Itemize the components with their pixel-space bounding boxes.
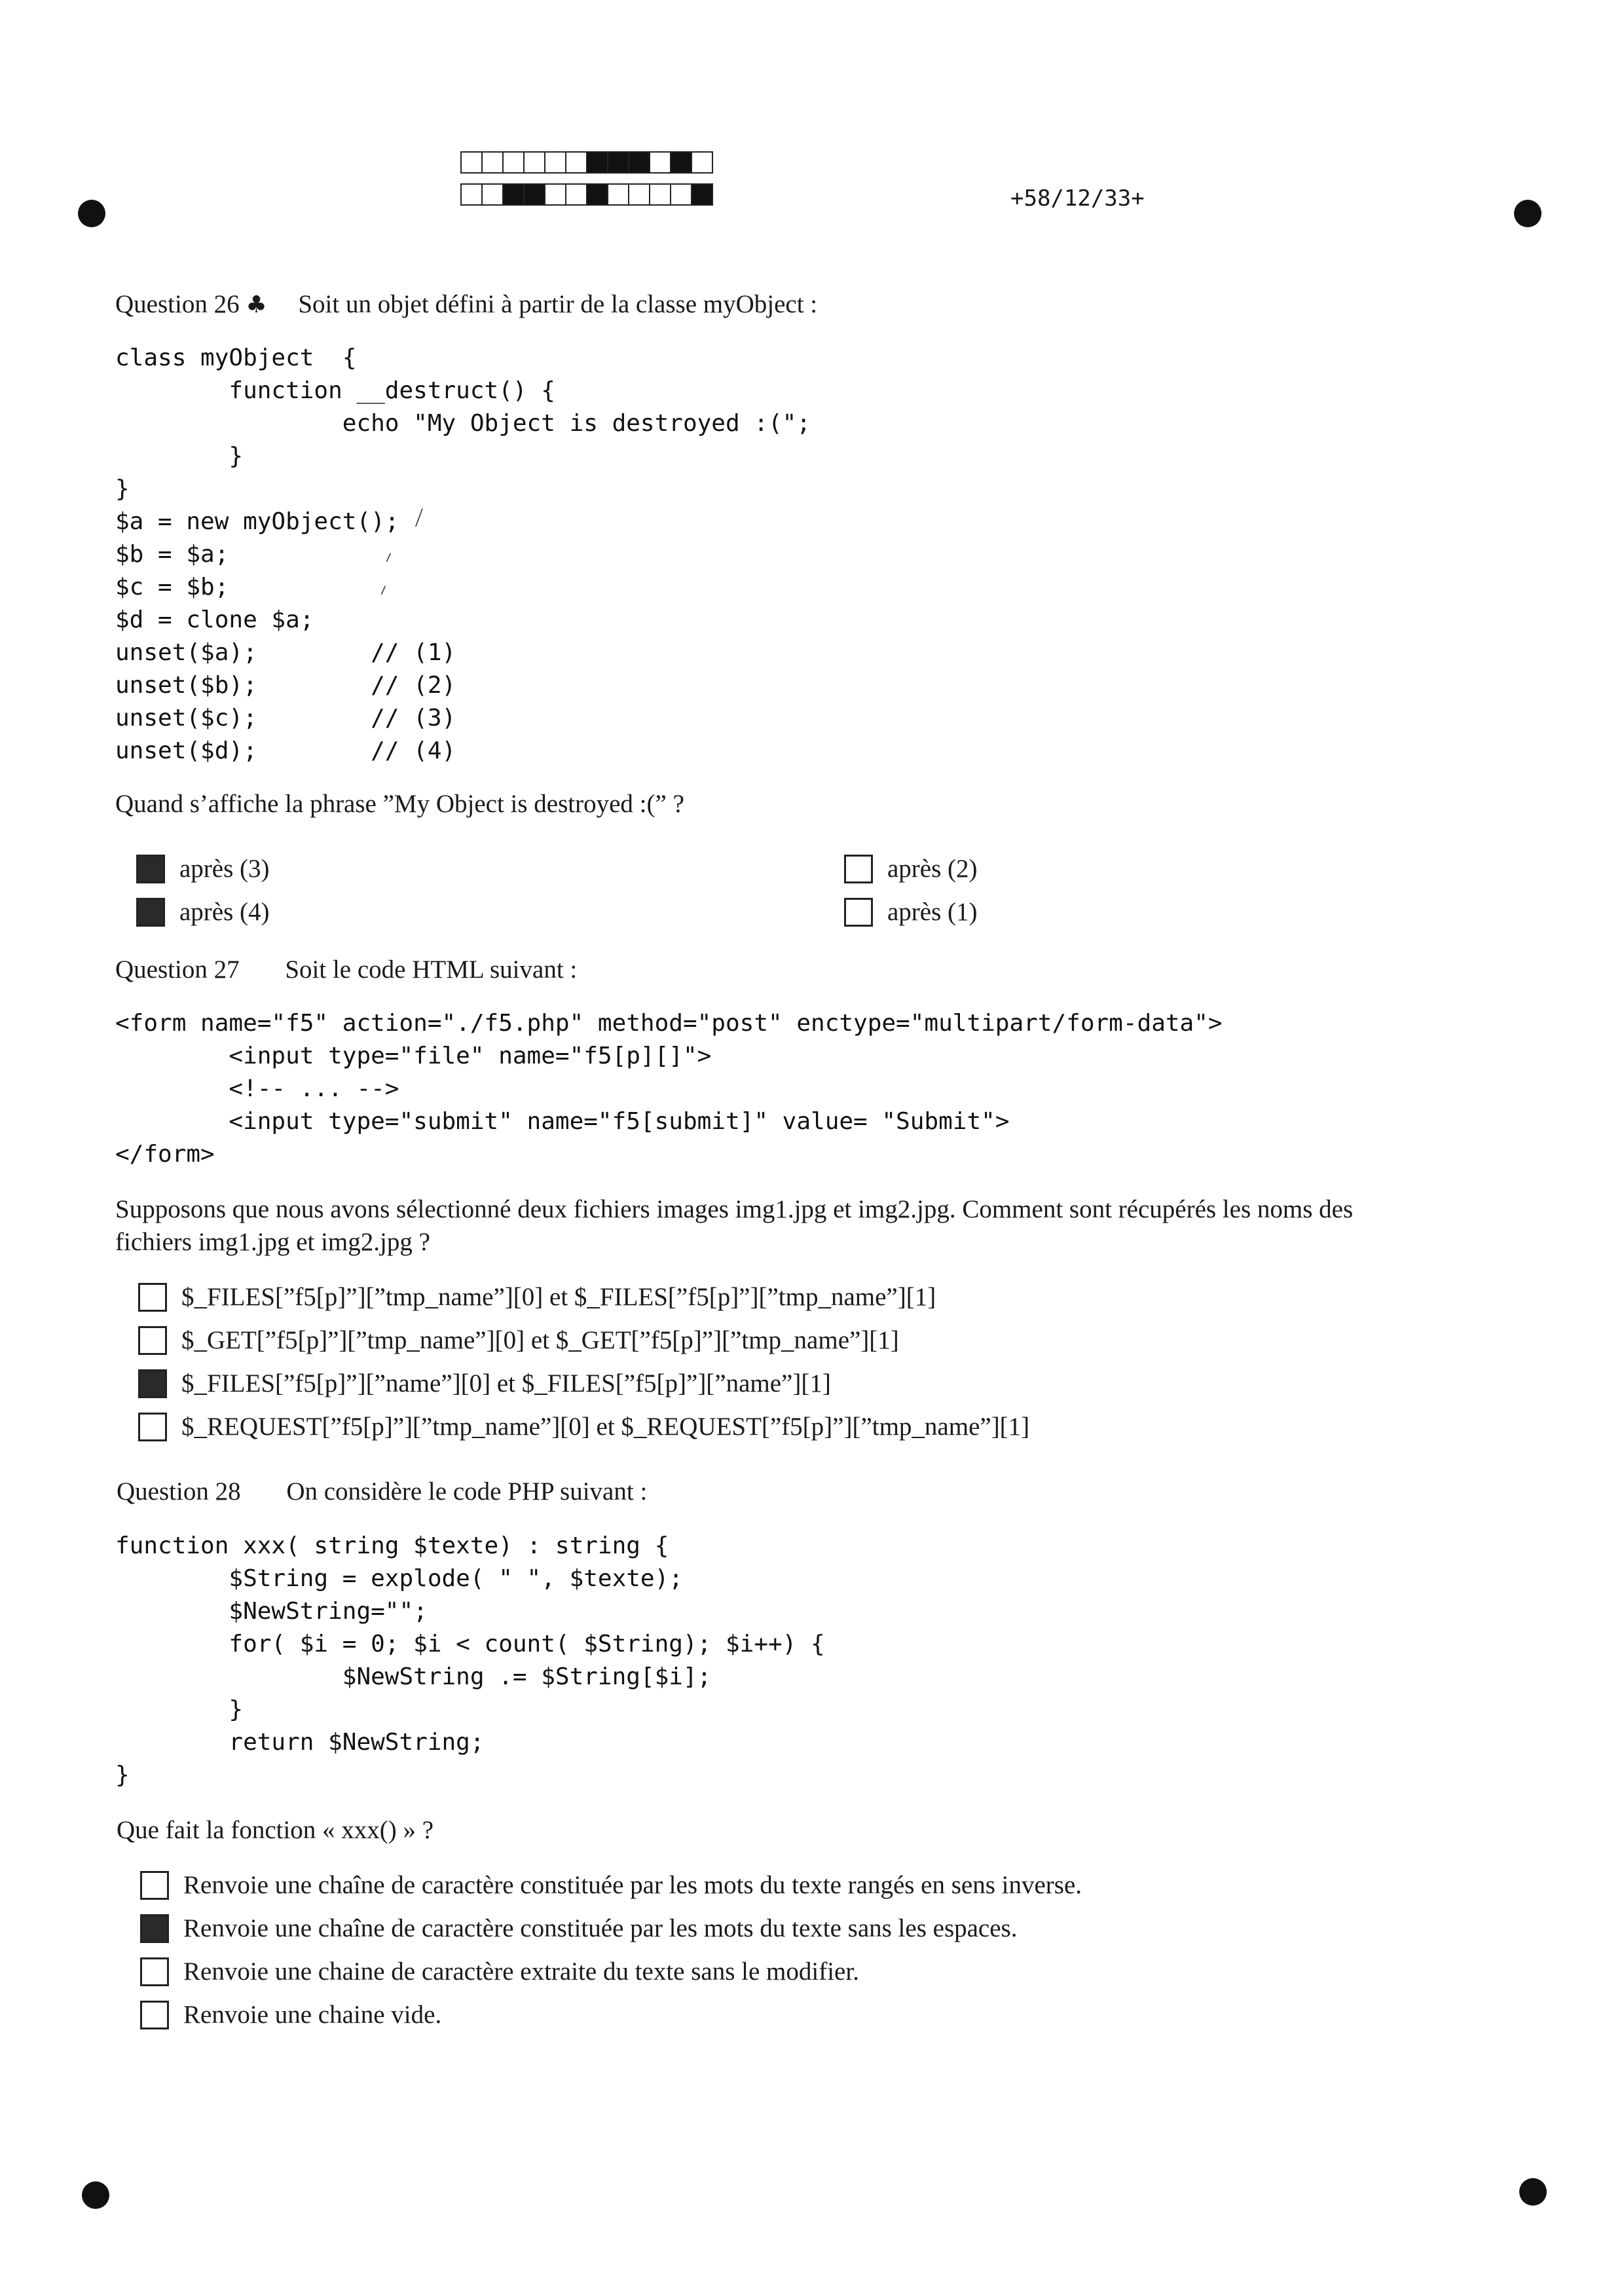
checkbox[interactable] xyxy=(844,855,873,883)
checkbox[interactable] xyxy=(140,2001,169,2029)
checkbox[interactable] xyxy=(844,898,873,927)
barcode-cell xyxy=(649,151,671,174)
barcode-cell xyxy=(544,151,566,174)
q28-option-3[interactable] xyxy=(140,1957,859,1986)
barcode-cell xyxy=(460,151,483,174)
barcode-cell xyxy=(670,151,692,174)
corner-marker-bottom-right xyxy=(1519,2178,1547,2206)
barcode-row-2 xyxy=(460,183,712,206)
option-label: après (3) xyxy=(179,855,270,883)
q26-option-4[interactable] xyxy=(844,897,978,927)
barcode-cell xyxy=(544,183,566,206)
q27-question-line-2: fichiers img1.jpg et img2.jpg ? xyxy=(115,1228,430,1256)
option-label: Renvoie une chaine vide. xyxy=(183,2001,442,2029)
checkbox[interactable] xyxy=(136,898,165,927)
barcode-cell xyxy=(481,183,504,206)
option-label: après (4) xyxy=(179,898,270,926)
barcode-cell xyxy=(502,151,525,174)
q28-question: Que fait la fonction « xxx() » ? xyxy=(117,1816,434,1844)
q28-prompt: On considère le code PHP suivant : xyxy=(286,1477,648,1506)
barcode-cell xyxy=(565,183,587,206)
corner-marker-top-left xyxy=(78,200,105,227)
checkbox[interactable] xyxy=(140,1957,169,1986)
option-label: après (2) xyxy=(887,855,978,883)
q28-label: Question 28 xyxy=(117,1477,241,1506)
barcode-cell xyxy=(628,183,650,206)
q27-question-line-1: Supposons que nous avons sélectionné deux fichiers images img1.jpg et img2.jpg. Comment sont récupérés les noms des xyxy=(115,1195,1354,1223)
pen-tick-1: ⟋ xyxy=(409,506,430,531)
checkbox[interactable] xyxy=(138,1369,167,1398)
checkbox[interactable] xyxy=(140,1914,169,1943)
q26-option-2[interactable] xyxy=(136,897,270,927)
q26-option-1[interactable] xyxy=(136,854,270,883)
option-label: $_FILES[”f5[p]”][”name”][0] et $_FILES[”f5[p]”][”name”][1] xyxy=(181,1369,831,1398)
q26-prompt: Soit un objet défini à partir de la classe myObject : xyxy=(298,290,818,318)
barcode-cell xyxy=(670,183,692,206)
option-label: Renvoie une chaîne de caractère constituée par les mots du texte sans les espaces. xyxy=(183,1914,1018,1942)
barcode-cell xyxy=(523,151,545,174)
checkbox[interactable] xyxy=(136,855,165,883)
q27-option-4[interactable] xyxy=(138,1412,1029,1441)
barcode-cell xyxy=(502,183,525,206)
q27-heading xyxy=(115,954,577,986)
q26-label: Question 26 xyxy=(115,290,240,318)
corner-marker-bottom-left xyxy=(82,2181,109,2209)
q27-prompt: Soit le code HTML suivant : xyxy=(285,955,578,984)
q28-heading xyxy=(117,1475,647,1508)
option-label: après (1) xyxy=(887,898,978,926)
barcode-cell xyxy=(607,183,629,206)
barcode-cell xyxy=(649,183,671,206)
checkbox[interactable] xyxy=(138,1283,167,1312)
corner-marker-top-right xyxy=(1514,200,1541,227)
option-label: Renvoie une chaine de caractère extraite du texte sans le modifier. xyxy=(183,1957,859,1986)
barcode-cell xyxy=(628,151,650,174)
page-id: +58/12/33+ xyxy=(1010,185,1145,212)
q26-code: class myObject { function __destruct() { echo "My Object is destroyed :("; } } $a = new myObject(); $b = $a; $c = $b; $d = clone $a; unset($a); // (1) unset($b); // (2) unset($c); // (3) unset($d); // (4) xyxy=(115,344,811,764)
q26-question: Quand s’affiche la phrase ”My Object is destroyed :(” ? xyxy=(115,790,684,818)
q28-option-2[interactable] xyxy=(140,1914,1017,1943)
barcode-cell xyxy=(481,151,504,174)
barcode-cell xyxy=(586,151,608,174)
checkbox[interactable] xyxy=(138,1326,167,1355)
option-label: Renvoie une chaîne de caractère constituée par les mots du texte rangés en sens inverse. xyxy=(183,1871,1082,1899)
checkbox[interactable] xyxy=(140,1871,169,1900)
pen-tick-3: ⸝ xyxy=(373,574,390,599)
q27-option-3[interactable] xyxy=(138,1369,831,1398)
pen-tick-2: ⸝ xyxy=(378,542,396,566)
barcode-cell xyxy=(523,183,545,206)
q27-option-2[interactable] xyxy=(138,1325,899,1355)
barcode-cell xyxy=(607,151,629,174)
q27-option-1[interactable] xyxy=(138,1282,936,1312)
q26-option-3[interactable] xyxy=(844,854,978,883)
checkbox[interactable] xyxy=(138,1413,167,1441)
q27-code: <form name="f5" action="./f5.php" method="post" enctype="multipart/form-data"> <input type="file" name="f5[p][]"> <!-- ... --> <input type="submit" name="f5[submit]" value= "Submit"> </form> xyxy=(115,1010,1223,1168)
barcode-cell xyxy=(691,151,713,174)
club-icon: ♣ xyxy=(246,291,267,318)
q27-label: Question 27 xyxy=(115,955,240,984)
option-label: $_REQUEST[”f5[p]”][”tmp_name”][0] et $_REQUEST[”f5[p]”][”tmp_name”][1] xyxy=(181,1413,1030,1441)
barcode-cell xyxy=(565,151,587,174)
barcode-row-1 xyxy=(460,151,712,174)
q28-option-4[interactable] xyxy=(140,2000,441,2029)
q26-heading xyxy=(115,288,817,322)
barcode-cell xyxy=(586,183,608,206)
barcode-cell xyxy=(460,183,483,206)
barcode-cell xyxy=(691,183,713,206)
option-label: $_FILES[”f5[p]”][”tmp_name”][0] et $_FILES[”f5[p]”][”tmp_name”][1] xyxy=(181,1283,936,1311)
q28-code: function xxx( string $texte) : string { $String = explode( " ", $texte); $NewString=""; for( $i = 0; $i < count( $String); $i++) { $NewString .= $String[$i]; } return $NewString; } xyxy=(115,1532,825,1788)
q28-option-1[interactable] xyxy=(140,1870,1082,1900)
option-label: $_GET[”f5[p]”][”tmp_name”][0] et $_GET[”f5[p]”][”tmp_name”][1] xyxy=(181,1326,899,1354)
